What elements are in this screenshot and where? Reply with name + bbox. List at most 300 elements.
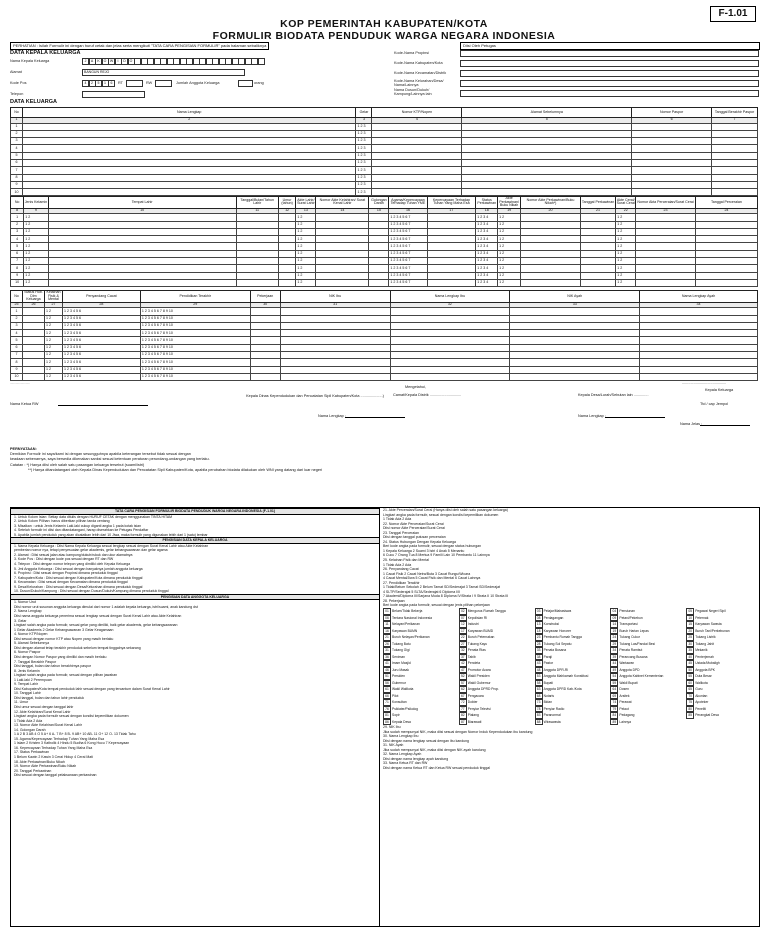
table2-cell[interactable]: 1 2 3 4: [476, 279, 498, 286]
table3-cell[interactable]: 1 2 3 4 5 6 7 8 9 10: [140, 330, 250, 337]
postal-code-char-box[interactable]: 2: [89, 80, 96, 87]
table2-cell[interactable]: [695, 279, 757, 286]
table2-cell[interactable]: 1 2 3 4 5 6 7: [389, 258, 427, 265]
table2-cell[interactable]: [236, 250, 278, 257]
table2-cell[interactable]: [521, 258, 581, 265]
table3-cell[interactable]: [510, 315, 640, 322]
table3-cell[interactable]: [22, 308, 44, 315]
table3-cell[interactable]: [510, 359, 640, 366]
full-name-line-1[interactable]: [345, 417, 405, 418]
province-field[interactable]: [460, 50, 759, 57]
head-name-char-box[interactable]: D: [121, 58, 128, 65]
table2-cell[interactable]: [636, 258, 696, 265]
table2-cell[interactable]: [521, 250, 581, 257]
table1-cell[interactable]: 1 2 3: [356, 123, 372, 130]
table1-cell[interactable]: [632, 138, 712, 145]
table3-cell[interactable]: [510, 337, 640, 344]
table2-cell[interactable]: 1 2: [616, 258, 636, 265]
table2-cell[interactable]: [521, 272, 581, 279]
table2-cell[interactable]: [636, 236, 696, 243]
table2-cell[interactable]: 1 2 3 4: [476, 243, 498, 250]
table1-cell[interactable]: [632, 159, 712, 166]
table1-cell[interactable]: [712, 174, 758, 181]
table3-cell[interactable]: [250, 366, 280, 373]
table2-cell[interactable]: [580, 279, 615, 286]
table3-cell[interactable]: 1 2: [44, 373, 62, 380]
table2-cell[interactable]: [695, 265, 757, 272]
table1-cell[interactable]: [22, 181, 356, 188]
table2-cell[interactable]: 1 2 3 4 5 6 7: [389, 272, 427, 279]
table2-cell[interactable]: [369, 279, 389, 286]
head-name-char-box[interactable]: A: [89, 58, 96, 65]
table2-cell[interactable]: [580, 236, 615, 243]
table3-cell[interactable]: [280, 359, 390, 366]
table2-cell[interactable]: [521, 214, 581, 221]
table2-cell[interactable]: [316, 272, 369, 279]
postal-code-char-box[interactable]: 1: [102, 80, 109, 87]
table3-cell[interactable]: 1 2 3 4 5 6: [62, 308, 140, 315]
table3-cell[interactable]: [280, 322, 390, 329]
table2-cell[interactable]: [48, 243, 236, 250]
table3-cell[interactable]: [250, 315, 280, 322]
table3-cell[interactable]: [510, 366, 640, 373]
table2-cell[interactable]: [369, 250, 389, 257]
table2-cell[interactable]: [236, 243, 278, 250]
table1-cell[interactable]: [632, 130, 712, 137]
table2-cell[interactable]: 1 2: [616, 228, 636, 235]
table2-cell[interactable]: [278, 221, 296, 228]
table3-cell[interactable]: 1 2 3 4 5 6: [62, 322, 140, 329]
table3-cell[interactable]: [22, 359, 44, 366]
table2-cell[interactable]: 1 2: [616, 243, 636, 250]
table3-cell[interactable]: [280, 352, 390, 359]
table3-cell[interactable]: 1 2 3 4 5 6 7 8 9 10: [140, 359, 250, 366]
table2-cell[interactable]: [521, 243, 581, 250]
hamlet-field[interactable]: [460, 90, 759, 97]
table1-cell[interactable]: [372, 152, 462, 159]
table2-cell[interactable]: [316, 228, 369, 235]
table2-cell[interactable]: [580, 265, 615, 272]
table2-cell[interactable]: [48, 214, 236, 221]
head-name-char-box[interactable]: J: [82, 58, 89, 65]
address-field[interactable]: BANGUN REJO: [82, 69, 245, 76]
table1-cell[interactable]: [372, 145, 462, 152]
table1-cell[interactable]: [22, 152, 356, 159]
postal-code-char-box[interactable]: 6: [108, 80, 115, 87]
table3-cell[interactable]: [22, 337, 44, 344]
table2-cell[interactable]: [695, 272, 757, 279]
table2-cell[interactable]: 1 2 3 4: [476, 236, 498, 243]
table2-cell[interactable]: 1 2 3 4 5 6 7: [389, 214, 427, 221]
table3-cell[interactable]: [390, 344, 510, 351]
head-name-char-box[interactable]: K: [95, 58, 102, 65]
table3-cell[interactable]: [22, 366, 44, 373]
table1-cell[interactable]: [462, 145, 632, 152]
table1-cell[interactable]: [712, 152, 758, 159]
table2-cell[interactable]: [278, 214, 296, 221]
table1-cell[interactable]: [632, 167, 712, 174]
table1-cell[interactable]: [632, 145, 712, 152]
table3-cell[interactable]: [390, 373, 510, 380]
table3-cell[interactable]: [250, 322, 280, 329]
table2-cell[interactable]: [369, 236, 389, 243]
head-name-char-box[interactable]: [258, 58, 265, 65]
table2-cell[interactable]: [427, 265, 476, 272]
table3-cell[interactable]: [250, 352, 280, 359]
table3-cell[interactable]: 1 2: [44, 352, 62, 359]
table3-cell[interactable]: 1 2: [44, 315, 62, 322]
table1-cell[interactable]: [22, 130, 356, 137]
table2-cell[interactable]: [695, 221, 757, 228]
table2-cell[interactable]: [427, 279, 476, 286]
table3-cell[interactable]: 1 2 3 4 5 6: [62, 352, 140, 359]
full-name-line-2[interactable]: [605, 417, 665, 418]
table2-cell[interactable]: 1 2: [24, 243, 48, 250]
table3-cell[interactable]: [22, 322, 44, 329]
table2-cell[interactable]: [636, 243, 696, 250]
table2-cell[interactable]: 1 2: [498, 279, 521, 286]
table2-cell[interactable]: [580, 221, 615, 228]
table2-cell[interactable]: [236, 214, 278, 221]
table2-cell[interactable]: 1 2: [616, 272, 636, 279]
table3-cell[interactable]: [250, 330, 280, 337]
table3-cell[interactable]: [640, 344, 758, 351]
table3-cell[interactable]: 1 2 3 4 5 6 7 8 9 10: [140, 366, 250, 373]
table1-cell[interactable]: [462, 181, 632, 188]
table2-cell[interactable]: 1 2: [498, 265, 521, 272]
table2-cell[interactable]: 1 2: [498, 228, 521, 235]
table3-cell[interactable]: 1 2: [44, 330, 62, 337]
table3-cell[interactable]: [510, 330, 640, 337]
table3-cell[interactable]: [390, 359, 510, 366]
table2-cell[interactable]: [369, 265, 389, 272]
table1-cell[interactable]: [462, 138, 632, 145]
table2-cell[interactable]: [236, 272, 278, 279]
table2-cell[interactable]: [278, 265, 296, 272]
table2-cell[interactable]: 1 2: [24, 221, 48, 228]
table1-cell[interactable]: [22, 189, 356, 196]
table1-cell[interactable]: [22, 174, 356, 181]
table3-cell[interactable]: [640, 315, 758, 322]
table1-cell[interactable]: 1 2 3: [356, 130, 372, 137]
table2-cell[interactable]: 1 2: [296, 272, 316, 279]
table2-cell[interactable]: 1 2: [24, 272, 48, 279]
table1-cell[interactable]: [462, 167, 632, 174]
table2-cell[interactable]: [427, 243, 476, 250]
table2-cell[interactable]: 1 2 3 4: [476, 258, 498, 265]
table2-cell[interactable]: 1 2: [24, 250, 48, 257]
table3-cell[interactable]: [640, 352, 758, 359]
district-field[interactable]: [460, 70, 759, 77]
table2-cell[interactable]: [369, 258, 389, 265]
table2-cell[interactable]: 1 2: [296, 258, 316, 265]
table1-cell[interactable]: [462, 152, 632, 159]
table2-cell[interactable]: 1 2: [296, 279, 316, 286]
postal-code-char-box[interactable]: 5: [95, 80, 102, 87]
table1-cell[interactable]: [372, 167, 462, 174]
table1-cell[interactable]: 1 2 3: [356, 174, 372, 181]
table2-cell[interactable]: [636, 272, 696, 279]
table2-cell[interactable]: [369, 243, 389, 250]
table2-cell[interactable]: [636, 265, 696, 272]
table2-cell[interactable]: 1 2: [24, 214, 48, 221]
table3-cell[interactable]: [22, 315, 44, 322]
table1-cell[interactable]: [22, 138, 356, 145]
table1-cell[interactable]: [22, 159, 356, 166]
table2-cell[interactable]: 1 2: [24, 265, 48, 272]
table2-cell[interactable]: [521, 236, 581, 243]
table2-cell[interactable]: [278, 272, 296, 279]
head-name-char-box[interactable]: O: [128, 58, 135, 65]
table2-cell[interactable]: [636, 221, 696, 228]
table3-cell[interactable]: 1 2 3 4 5 6 7 8 9 10: [140, 344, 250, 351]
table2-cell[interactable]: 1 2 3 4: [476, 272, 498, 279]
table2-cell[interactable]: [369, 214, 389, 221]
table2-cell[interactable]: 1 2 3 4 5 6 7: [389, 228, 427, 235]
table2-cell[interactable]: [316, 279, 369, 286]
table2-cell[interactable]: 1 2 3 4 5 6 7: [389, 250, 427, 257]
table2-cell[interactable]: [427, 228, 476, 235]
table2-cell[interactable]: [580, 258, 615, 265]
table2-cell[interactable]: [236, 221, 278, 228]
table3-cell[interactable]: [390, 322, 510, 329]
table3-cell[interactable]: 1 2 3 4 5 6: [62, 359, 140, 366]
table2-cell[interactable]: [521, 265, 581, 272]
table2-cell[interactable]: 1 2: [24, 228, 48, 235]
table2-cell[interactable]: 1 2: [296, 265, 316, 272]
table1-cell[interactable]: 1 2 3: [356, 167, 372, 174]
table1-cell[interactable]: [462, 130, 632, 137]
table3-cell[interactable]: 1 2: [44, 366, 62, 373]
table1-cell[interactable]: [372, 181, 462, 188]
table2-cell[interactable]: [316, 265, 369, 272]
table2-cell[interactable]: [48, 228, 236, 235]
table3-cell[interactable]: [22, 352, 44, 359]
table2-cell[interactable]: 1 2: [498, 243, 521, 250]
table2-cell[interactable]: [521, 228, 581, 235]
village-field[interactable]: [460, 80, 759, 87]
table2-cell[interactable]: [580, 272, 615, 279]
table3-cell[interactable]: 1 2 3 4 5 6 7 8 9 10: [140, 373, 250, 380]
table2-cell[interactable]: [427, 214, 476, 221]
rw-field[interactable]: [155, 80, 172, 87]
table3-cell[interactable]: [22, 373, 44, 380]
table3-cell[interactable]: [280, 330, 390, 337]
table3-cell[interactable]: [390, 366, 510, 373]
table2-cell[interactable]: 1 2: [616, 236, 636, 243]
table2-cell[interactable]: [636, 279, 696, 286]
table2-cell[interactable]: 1 2 3 4 5 6 7: [389, 265, 427, 272]
table3-cell[interactable]: 1 2: [44, 359, 62, 366]
table2-cell[interactable]: 1 2: [296, 236, 316, 243]
table1-cell[interactable]: 1 2 3: [356, 159, 372, 166]
table3-cell[interactable]: [510, 322, 640, 329]
table1-cell[interactable]: [712, 130, 758, 137]
table2-cell[interactable]: 1 2: [498, 258, 521, 265]
table3-cell[interactable]: [280, 315, 390, 322]
table2-cell[interactable]: [236, 228, 278, 235]
table2-cell[interactable]: [236, 236, 278, 243]
table3-cell[interactable]: [280, 344, 390, 351]
table1-cell[interactable]: [712, 123, 758, 130]
table2-cell[interactable]: [695, 250, 757, 257]
table2-cell[interactable]: 1 2: [296, 228, 316, 235]
table2-cell[interactable]: 1 2: [24, 258, 48, 265]
table2-cell[interactable]: [695, 243, 757, 250]
table3-cell[interactable]: 1 2 3 4 5 6: [62, 366, 140, 373]
table3-cell[interactable]: 1 2: [44, 322, 62, 329]
table2-cell[interactable]: 1 2: [616, 265, 636, 272]
table3-cell[interactable]: [640, 359, 758, 366]
table3-cell[interactable]: [280, 308, 390, 315]
table2-cell[interactable]: 1 2 3 4: [476, 250, 498, 257]
table1-cell[interactable]: [632, 123, 712, 130]
table2-cell[interactable]: [316, 221, 369, 228]
table1-cell[interactable]: [712, 181, 758, 188]
table3-cell[interactable]: [390, 337, 510, 344]
table2-cell[interactable]: [48, 221, 236, 228]
table2-cell[interactable]: [48, 250, 236, 257]
table1-cell[interactable]: [22, 145, 356, 152]
table2-cell[interactable]: [316, 258, 369, 265]
table1-cell[interactable]: [372, 174, 462, 181]
table1-cell[interactable]: [462, 174, 632, 181]
head-name-char-box[interactable]: I: [115, 58, 122, 65]
table1-cell[interactable]: [712, 167, 758, 174]
table3-cell[interactable]: [250, 337, 280, 344]
table2-cell[interactable]: [369, 272, 389, 279]
table2-cell[interactable]: 1 2: [296, 243, 316, 250]
table2-cell[interactable]: 1 2 3 4 5 6 7: [389, 279, 427, 286]
table2-cell[interactable]: [427, 258, 476, 265]
table2-cell[interactable]: 1 2: [498, 272, 521, 279]
table2-cell[interactable]: [236, 258, 278, 265]
table3-cell[interactable]: [250, 308, 280, 315]
table1-cell[interactable]: 1 2 3: [356, 145, 372, 152]
table2-cell[interactable]: [278, 258, 296, 265]
table3-cell[interactable]: 1 2 3 4 5 6: [62, 337, 140, 344]
table1-cell[interactable]: [632, 189, 712, 196]
table3-cell[interactable]: [640, 322, 758, 329]
table2-cell[interactable]: [580, 250, 615, 257]
table2-cell[interactable]: [427, 221, 476, 228]
table2-cell[interactable]: [48, 272, 236, 279]
table3-cell[interactable]: [390, 330, 510, 337]
table3-cell[interactable]: 1 2 3 4 5 6 7 8 9 10: [140, 315, 250, 322]
table1-cell[interactable]: [632, 174, 712, 181]
table3-cell[interactable]: [280, 366, 390, 373]
table2-cell[interactable]: 1 2 3 4 5 6 7: [389, 243, 427, 250]
table3-cell[interactable]: 1 2 3 4 5 6 7 8 9 10: [140, 337, 250, 344]
table2-cell[interactable]: [278, 279, 296, 286]
table3-cell[interactable]: [390, 352, 510, 359]
table3-cell[interactable]: 1 2 3 4 5 6: [62, 315, 140, 322]
table2-cell[interactable]: [278, 236, 296, 243]
table1-cell[interactable]: [712, 138, 758, 145]
table2-cell[interactable]: [48, 265, 236, 272]
table2-cell[interactable]: [580, 214, 615, 221]
table2-cell[interactable]: 1 2 3 4: [476, 265, 498, 272]
table2-cell[interactable]: 1 2: [616, 250, 636, 257]
table2-cell[interactable]: [48, 279, 236, 286]
table2-cell[interactable]: [695, 236, 757, 243]
table1-cell[interactable]: [372, 159, 462, 166]
table2-cell[interactable]: [695, 228, 757, 235]
table1-cell[interactable]: [462, 159, 632, 166]
clear-name-line[interactable]: [700, 425, 750, 426]
table3-cell[interactable]: [250, 373, 280, 380]
table2-cell[interactable]: [695, 258, 757, 265]
table3-cell[interactable]: [280, 373, 390, 380]
table2-cell[interactable]: 1 2: [498, 250, 521, 257]
table2-cell[interactable]: 1 2 3 4 5 6 7: [389, 236, 427, 243]
table2-cell[interactable]: [48, 258, 236, 265]
table3-cell[interactable]: [640, 373, 758, 380]
table3-cell[interactable]: [390, 315, 510, 322]
table2-cell[interactable]: [521, 221, 581, 228]
table3-cell[interactable]: [510, 373, 640, 380]
table2-cell[interactable]: [278, 243, 296, 250]
table1-cell[interactable]: [632, 152, 712, 159]
table1-cell[interactable]: [712, 189, 758, 196]
table2-cell[interactable]: [580, 243, 615, 250]
table2-cell[interactable]: [278, 228, 296, 235]
table1-cell[interactable]: 1 2 3: [356, 181, 372, 188]
table3-cell[interactable]: 1 2 3 4 5 6 7 8 9 10: [140, 322, 250, 329]
table1-cell[interactable]: [372, 123, 462, 130]
table2-cell[interactable]: [636, 250, 696, 257]
table3-cell[interactable]: 1 2: [44, 308, 62, 315]
table2-cell[interactable]: [316, 214, 369, 221]
table2-cell[interactable]: [636, 214, 696, 221]
table3-cell[interactable]: [640, 366, 758, 373]
head-name-char-box[interactable]: W: [109, 59, 114, 63]
table1-cell[interactable]: [712, 145, 758, 152]
table3-cell[interactable]: [22, 344, 44, 351]
table1-cell[interactable]: [712, 159, 758, 166]
table3-cell[interactable]: 1 2 3 4 5 6: [62, 330, 140, 337]
phone-field[interactable]: [82, 91, 145, 98]
table2-cell[interactable]: 1 2 3 4: [476, 214, 498, 221]
table1-cell[interactable]: [372, 189, 462, 196]
table3-cell[interactable]: [250, 359, 280, 366]
table2-cell[interactable]: 1 2 3 4 5 6 7: [389, 221, 427, 228]
table3-cell[interactable]: [390, 308, 510, 315]
table3-cell[interactable]: [250, 344, 280, 351]
table3-cell[interactable]: [640, 308, 758, 315]
table3-cell[interactable]: 1 2: [44, 337, 62, 344]
table3-cell[interactable]: 1 2 3 4 5 6 7 8 9 10: [140, 308, 250, 315]
table1-cell[interactable]: [372, 138, 462, 145]
table2-cell[interactable]: [369, 228, 389, 235]
table3-cell[interactable]: [510, 344, 640, 351]
table2-cell[interactable]: 1 2 3 4: [476, 221, 498, 228]
table2-cell[interactable]: [236, 279, 278, 286]
table2-cell[interactable]: [695, 214, 757, 221]
table2-cell[interactable]: 1 2: [24, 279, 48, 286]
table2-cell[interactable]: 1 2: [498, 214, 521, 221]
table1-cell[interactable]: [632, 181, 712, 188]
table3-cell[interactable]: 1 2 3 4 5 6: [62, 344, 140, 351]
table3-cell[interactable]: [510, 352, 640, 359]
postal-code-field[interactable]: [82, 80, 115, 87]
head-name-field[interactable]: [82, 58, 264, 65]
table2-cell[interactable]: 1 2: [296, 221, 316, 228]
table2-cell[interactable]: [580, 228, 615, 235]
table2-cell[interactable]: 1 2: [616, 279, 636, 286]
table2-cell[interactable]: 1 2: [296, 214, 316, 221]
table3-cell[interactable]: 1 2: [44, 344, 62, 351]
